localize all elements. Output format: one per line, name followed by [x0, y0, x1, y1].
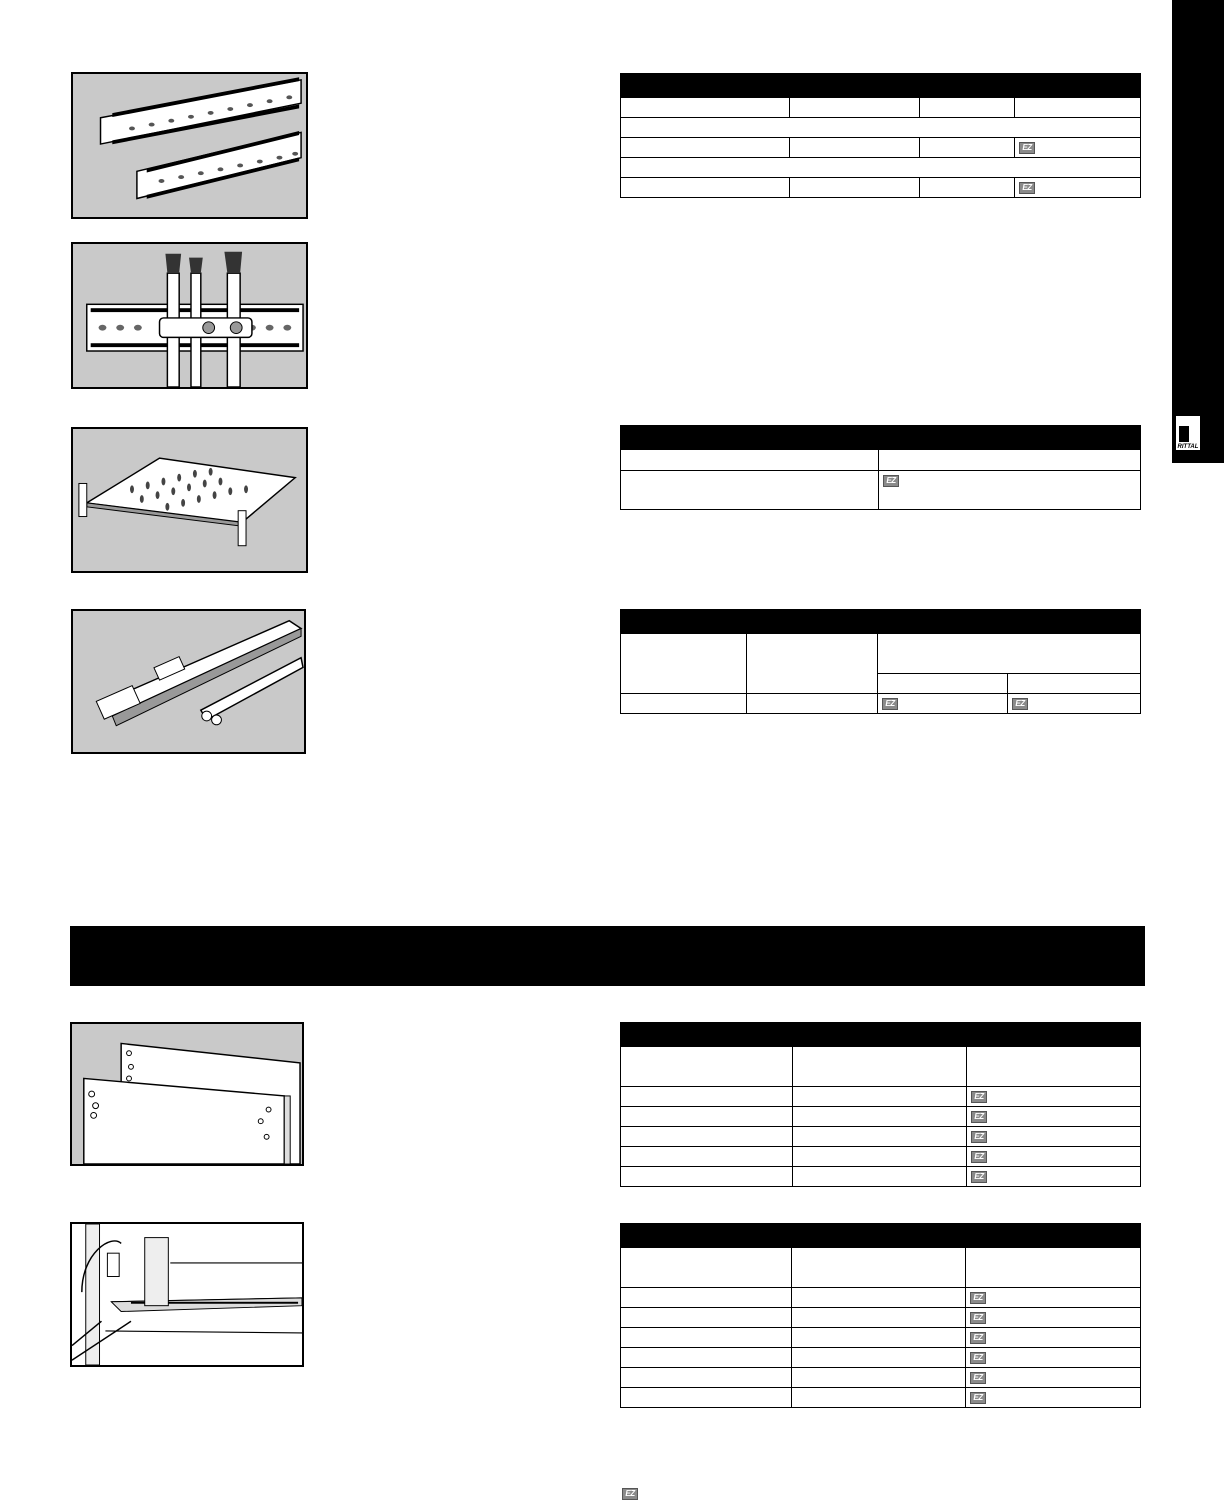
rail-table: [620, 1223, 1141, 1408]
rittal-logo: [1176, 416, 1200, 450]
ez-badge: EZ: [970, 1312, 986, 1324]
side-section-tab: [1172, 0, 1224, 463]
shelf-table: [620, 425, 1141, 510]
slide-table: [620, 609, 1141, 714]
ez-badge: EZ: [1012, 698, 1028, 710]
ez-badge: EZ: [971, 1111, 987, 1123]
telescopic-slide-illustration: [71, 609, 306, 754]
footer-ez-badge: EZ: [622, 1488, 638, 1500]
ez-badge: EZ: [882, 698, 898, 710]
table-row: [621, 178, 1141, 198]
table-row: [621, 1167, 1141, 1187]
table-row: [621, 1288, 1141, 1308]
table-row: [621, 634, 1141, 674]
rittal-logo-text: RITTAL: [1177, 444, 1199, 450]
ez-badge: EZ: [970, 1332, 986, 1344]
table-header: [621, 1224, 1141, 1248]
table-row: [621, 1388, 1141, 1408]
ez-badge: EZ: [970, 1392, 986, 1404]
table-row: [621, 138, 1141, 158]
ez-badge: EZ: [970, 1292, 986, 1304]
ez-badge: EZ: [970, 1372, 986, 1384]
section-banner: [70, 926, 1145, 986]
ez-badge: EZ: [971, 1091, 987, 1103]
enclosure-rail-illustration: [70, 1222, 304, 1367]
table-row: [621, 1248, 1141, 1288]
table-row: [621, 1308, 1141, 1328]
shelf-illustration: [71, 427, 308, 573]
table-row: [621, 1147, 1141, 1167]
table-header: [621, 426, 1141, 450]
table-row: [621, 450, 1141, 471]
ez-badge: EZ: [1019, 142, 1035, 154]
ez-badge: EZ: [970, 1352, 986, 1364]
table-row: [621, 98, 1141, 118]
table-row: [621, 1107, 1141, 1127]
table-row: [621, 471, 1141, 510]
ez-badge: EZ: [971, 1131, 987, 1143]
ez-badge: EZ: [971, 1171, 987, 1183]
table-header: [621, 1023, 1141, 1047]
rails-table: [620, 73, 1141, 198]
table-header: [621, 610, 1141, 634]
panel-illustration: [70, 1022, 304, 1166]
ez-badge: EZ: [1019, 182, 1035, 194]
table-row: [621, 1348, 1141, 1368]
table-row: [621, 694, 1141, 714]
table-header: [621, 74, 1141, 98]
ez-badge: EZ: [971, 1151, 987, 1163]
table-row: [621, 1087, 1141, 1107]
table-row: [621, 1047, 1141, 1087]
table-row: [621, 1328, 1141, 1348]
table-row: [621, 1368, 1141, 1388]
ez-badge: EZ: [883, 475, 899, 487]
table-row: [621, 1127, 1141, 1147]
table-row: [621, 158, 1141, 178]
cable-clamp-illustration: [71, 242, 308, 389]
punched-rails-illustration: [71, 72, 308, 219]
panel-table: [620, 1022, 1141, 1187]
table-row: [621, 118, 1141, 138]
